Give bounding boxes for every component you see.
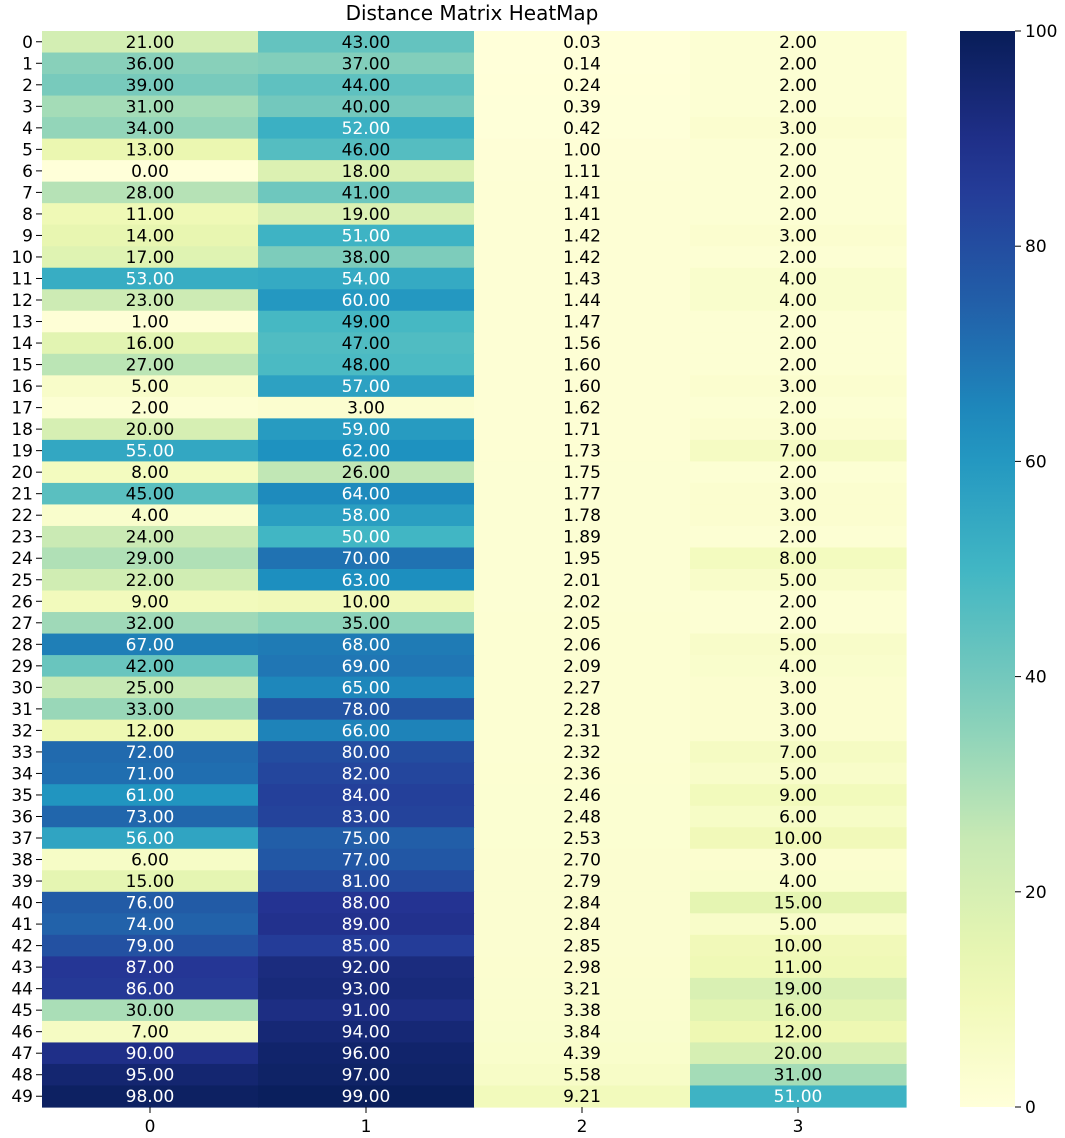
cell-label-r47-c3: 20.00: [773, 1044, 823, 1065]
cell-label-r32-c3: 3.00: [779, 721, 817, 742]
cell-label-r20-c0: 8.00: [131, 463, 169, 484]
cell-label-r31-c1: 78.00: [341, 699, 391, 720]
cell-label-r8-c0: 11.00: [125, 204, 175, 225]
y-tick-label-31: 31: [11, 699, 33, 720]
cell-label-r32-c2: 2.31: [563, 721, 601, 742]
cell-label-r43-c3: 11.00: [773, 958, 823, 979]
y-tick-label-48: 48: [11, 1065, 33, 1086]
cell-label-r17-c0: 2.00: [131, 398, 169, 419]
cell-label-r41-c2: 2.84: [563, 915, 601, 936]
x-tick-label-2: 2: [576, 1117, 588, 1137]
cell-label-r18-c0: 20.00: [125, 420, 175, 441]
cell-label-r37-c3: 10.00: [773, 829, 823, 849]
cell-label-r24-c3: 8.00: [779, 549, 817, 570]
cell-label-r33-c3: 7.00: [779, 742, 817, 763]
cell-label-r12-c1: 60.00: [341, 291, 391, 311]
y-tick-label-26: 26: [11, 592, 33, 613]
y-tick-label-15: 15: [11, 355, 33, 376]
cell-label-r14-c3: 2.00: [779, 334, 817, 355]
cell-label-r27-c1: 35.00: [341, 613, 391, 634]
chart-title: Distance Matrix HeatMap: [345, 1, 599, 25]
cell-label-r2-c3: 2.00: [779, 75, 817, 96]
cell-label-r11-c3: 4.00: [779, 269, 817, 290]
x-tick-label-1: 1: [360, 1117, 372, 1137]
cell-label-r46-c2: 3.84: [563, 1022, 601, 1043]
cell-label-r21-c0: 45.00: [125, 484, 175, 505]
y-tick-label-40: 40: [11, 893, 33, 914]
cell-label-r34-c0: 71.00: [125, 764, 175, 785]
cell-label-r32-c1: 66.00: [341, 721, 391, 742]
x-tick-label-3: 3: [792, 1117, 804, 1137]
y-tick-label-22: 22: [11, 506, 33, 527]
cell-label-r12-c3: 4.00: [779, 291, 817, 311]
y-tick-label-16: 16: [11, 377, 33, 398]
cell-label-r25-c3: 5.00: [779, 570, 817, 591]
cell-label-r38-c0: 6.00: [131, 850, 169, 871]
cell-label-r49-c1: 99.00: [341, 1087, 391, 1108]
y-tick-label-11: 11: [11, 269, 33, 290]
cell-label-r22-c0: 4.00: [131, 506, 169, 527]
cell-label-r37-c1: 75.00: [341, 829, 391, 849]
cell-label-r43-c0: 87.00: [125, 958, 175, 979]
y-tick-label-39: 39: [11, 872, 33, 893]
cell-label-r39-c0: 15.00: [125, 872, 175, 893]
y-tick-label-41: 41: [11, 915, 33, 936]
cell-label-r33-c1: 80.00: [341, 742, 391, 763]
cell-label-r1-c1: 37.00: [341, 54, 391, 75]
cell-label-r17-c2: 1.62: [563, 398, 601, 419]
colorbar-tick-label-3: 60: [1025, 452, 1047, 473]
cell-label-r3-c3: 2.00: [779, 97, 817, 118]
cell-label-r42-c1: 85.00: [341, 936, 391, 957]
cell-label-r48-c1: 97.00: [341, 1065, 391, 1086]
cell-label-r43-c2: 2.98: [563, 958, 601, 979]
cell-label-r34-c3: 5.00: [779, 764, 817, 785]
y-tick-label-19: 19: [11, 441, 33, 462]
cell-label-r39-c3: 4.00: [779, 872, 817, 893]
cell-label-r5-c3: 2.00: [779, 140, 817, 161]
cell-label-r44-c3: 19.00: [773, 979, 823, 1000]
y-tick-label-13: 13: [11, 312, 33, 333]
y-tick-label-21: 21: [11, 484, 33, 505]
y-tick-label-37: 37: [11, 829, 33, 849]
cell-label-r47-c0: 90.00: [125, 1044, 175, 1065]
cell-label-r40-c0: 76.00: [125, 893, 175, 914]
cell-label-r45-c2: 3.38: [563, 1001, 601, 1022]
cell-label-r9-c0: 14.00: [125, 226, 175, 247]
x-axis: [145, 1107, 804, 1137]
cell-label-r14-c1: 47.00: [341, 334, 391, 355]
cell-label-r43-c1: 92.00: [341, 958, 391, 979]
cell-label-r28-c1: 68.00: [341, 635, 391, 656]
y-tick-label-17: 17: [11, 398, 33, 419]
cell-label-r21-c2: 1.77: [563, 484, 601, 505]
cell-label-r11-c0: 53.00: [125, 269, 175, 290]
cell-label-r44-c2: 3.21: [563, 979, 601, 1000]
cell-label-r20-c3: 2.00: [779, 463, 817, 484]
cell-label-r10-c1: 38.00: [341, 247, 391, 268]
cell-label-r22-c3: 3.00: [779, 506, 817, 527]
cell-label-r18-c2: 1.71: [563, 420, 601, 441]
cell-label-r13-c0: 1.00: [131, 312, 169, 333]
cell-label-r30-c2: 2.27: [563, 678, 601, 699]
cell-label-r30-c1: 65.00: [341, 678, 391, 699]
cell-label-r47-c2: 4.39: [563, 1044, 601, 1065]
y-tick-label-14: 14: [11, 334, 33, 355]
cell-label-r23-c2: 1.89: [563, 527, 601, 548]
cell-label-r36-c0: 73.00: [125, 807, 175, 828]
cell-label-r16-c2: 1.60: [563, 377, 601, 398]
y-tick-label-27: 27: [11, 613, 33, 634]
cell-label-r31-c0: 33.00: [125, 699, 175, 720]
cell-label-r19-c3: 7.00: [779, 441, 817, 462]
cell-label-r40-c1: 88.00: [341, 893, 391, 914]
y-tick-label-12: 12: [11, 291, 33, 311]
cell-label-r42-c3: 10.00: [773, 936, 823, 957]
colorbar-tick-label-5: 100: [1025, 22, 1058, 42]
colorbar: [960, 22, 1057, 1118]
colorbar-tick-label-1: 20: [1025, 882, 1047, 903]
cell-label-r12-c0: 23.00: [125, 291, 175, 311]
cell-label-r21-c3: 3.00: [779, 484, 817, 505]
cell-label-r28-c0: 67.00: [125, 635, 175, 656]
cell-label-r35-c2: 2.46: [563, 785, 601, 806]
cell-label-r6-c1: 18.00: [341, 161, 391, 182]
cell-label-r19-c0: 55.00: [125, 441, 175, 462]
cell-label-r27-c0: 32.00: [125, 613, 175, 634]
y-tick-label-7: 7: [22, 183, 33, 204]
y-tick-label-32: 32: [11, 721, 33, 742]
cell-label-r46-c1: 94.00: [341, 1022, 391, 1043]
colorbar-gradient: [960, 31, 1015, 1107]
cell-label-r47-c1: 96.00: [341, 1044, 391, 1065]
colorbar-tick-label-4: 80: [1025, 237, 1047, 258]
cell-label-r26-c1: 10.00: [341, 592, 391, 613]
cell-label-r25-c1: 63.00: [341, 570, 391, 591]
cell-label-r15-c3: 2.00: [779, 355, 817, 376]
cell-label-r2-c2: 0.24: [563, 75, 601, 96]
cell-label-r26-c3: 2.00: [779, 592, 817, 613]
cell-label-r3-c0: 31.00: [125, 97, 175, 118]
cell-label-r10-c0: 17.00: [125, 247, 175, 268]
cell-label-r45-c1: 91.00: [341, 1001, 391, 1022]
cell-label-r28-c2: 2.06: [563, 635, 601, 656]
colorbar-tick-label-0: 0: [1025, 1098, 1036, 1118]
cell-label-r15-c0: 27.00: [125, 355, 175, 376]
cell-label-r20-c1: 26.00: [341, 463, 391, 484]
cell-label-r5-c2: 1.00: [563, 140, 601, 161]
cell-label-r40-c2: 2.84: [563, 893, 601, 914]
y-tick-label-8: 8: [22, 204, 33, 225]
cell-label-r41-c1: 89.00: [341, 915, 391, 936]
y-tick-label-4: 4: [22, 118, 33, 139]
cell-label-r4-c1: 52.00: [341, 118, 391, 139]
y-tick-label-0: 0: [22, 32, 33, 53]
cell-label-r3-c1: 40.00: [341, 97, 391, 118]
cell-label-r7-c1: 41.00: [341, 183, 391, 204]
cell-label-r26-c2: 2.02: [563, 592, 601, 613]
cell-label-r40-c3: 15.00: [773, 893, 823, 914]
cell-label-r19-c2: 1.73: [563, 441, 601, 462]
cell-label-r11-c1: 54.00: [341, 269, 391, 290]
cell-label-r35-c0: 61.00: [125, 785, 175, 806]
cell-label-r29-c0: 42.00: [125, 656, 175, 677]
y-tick-label-10: 10: [11, 247, 33, 268]
y-tick-label-18: 18: [11, 420, 33, 441]
cell-label-r23-c3: 2.00: [779, 527, 817, 548]
cell-label-r49-c0: 98.00: [125, 1087, 175, 1108]
y-tick-label-35: 35: [11, 785, 33, 806]
cell-label-r7-c3: 2.00: [779, 183, 817, 204]
cell-label-r15-c2: 1.60: [563, 355, 601, 376]
y-tick-label-47: 47: [11, 1044, 33, 1065]
cell-label-r39-c1: 81.00: [341, 872, 391, 893]
cell-label-r3-c2: 0.39: [563, 97, 601, 118]
cell-label-r31-c2: 2.28: [563, 699, 601, 720]
cell-label-r4-c2: 0.42: [563, 118, 601, 139]
cell-label-r24-c2: 1.95: [563, 549, 601, 570]
cell-label-r0-c2: 0.03: [563, 32, 601, 53]
y-tick-label-25: 25: [11, 570, 33, 591]
cell-label-r25-c0: 22.00: [125, 570, 175, 591]
cell-label-r28-c3: 5.00: [779, 635, 817, 656]
cell-label-r30-c3: 3.00: [779, 678, 817, 699]
cell-label-r1-c2: 0.14: [563, 54, 601, 75]
cell-label-r26-c0: 9.00: [131, 592, 169, 613]
cell-label-r29-c1: 69.00: [341, 656, 391, 677]
cell-label-r38-c3: 3.00: [779, 850, 817, 871]
cell-label-r13-c3: 2.00: [779, 312, 817, 333]
y-tick-label-38: 38: [11, 850, 33, 871]
y-tick-label-5: 5: [22, 140, 33, 161]
cell-label-r38-c1: 77.00: [341, 850, 391, 871]
y-tick-label-45: 45: [11, 1001, 33, 1022]
cell-label-r36-c2: 2.48: [563, 807, 601, 828]
cell-label-r10-c2: 1.42: [563, 247, 601, 268]
y-tick-label-34: 34: [11, 764, 33, 785]
cell-label-r6-c3: 2.00: [779, 161, 817, 182]
cell-label-r41-c3: 5.00: [779, 915, 817, 936]
y-tick-label-42: 42: [11, 936, 33, 957]
cell-label-r18-c1: 59.00: [341, 420, 391, 441]
cell-label-r17-c1: 3.00: [347, 398, 385, 419]
cell-label-r13-c2: 1.47: [563, 312, 601, 333]
y-tick-label-24: 24: [11, 549, 33, 570]
cell-label-r4-c3: 3.00: [779, 118, 817, 139]
y-tick-label-2: 2: [22, 75, 33, 96]
cell-label-r21-c1: 64.00: [341, 484, 391, 505]
cell-label-r7-c0: 28.00: [125, 183, 175, 204]
cell-label-r8-c1: 19.00: [341, 204, 391, 225]
cell-label-r24-c0: 29.00: [125, 549, 175, 570]
cell-label-r49-c3: 51.00: [773, 1087, 823, 1108]
cell-label-r9-c1: 51.00: [341, 226, 391, 247]
cell-label-r46-c3: 12.00: [773, 1022, 823, 1043]
cell-label-r35-c1: 84.00: [341, 785, 391, 806]
y-tick-label-29: 29: [11, 656, 33, 677]
cell-label-r22-c1: 58.00: [341, 506, 391, 527]
cell-label-r11-c2: 1.43: [563, 269, 601, 290]
cell-label-r48-c3: 31.00: [773, 1065, 823, 1086]
cell-label-r33-c0: 72.00: [125, 742, 175, 763]
cell-label-r27-c3: 2.00: [779, 613, 817, 634]
cell-label-r41-c0: 74.00: [125, 915, 175, 936]
y-tick-label-33: 33: [11, 742, 33, 763]
cell-label-r35-c3: 9.00: [779, 785, 817, 806]
cell-label-r14-c2: 1.56: [563, 334, 601, 355]
cell-label-r17-c3: 2.00: [779, 398, 817, 419]
y-tick-label-36: 36: [11, 807, 33, 828]
cell-label-r2-c0: 39.00: [125, 75, 175, 96]
cell-label-r29-c3: 4.00: [779, 656, 817, 677]
cell-label-r15-c1: 48.00: [341, 355, 391, 376]
cell-label-r30-c0: 25.00: [125, 678, 175, 699]
cell-label-r44-c1: 93.00: [341, 979, 391, 1000]
cell-label-r49-c2: 9.21: [563, 1087, 601, 1108]
cell-label-r24-c1: 70.00: [341, 549, 391, 570]
y-tick-label-46: 46: [11, 1022, 33, 1043]
y-tick-label-3: 3: [22, 97, 33, 118]
cell-label-r0-c0: 21.00: [125, 32, 175, 53]
cell-label-r0-c3: 2.00: [779, 32, 817, 53]
cell-label-r39-c2: 2.79: [563, 872, 601, 893]
y-tick-label-1: 1: [22, 54, 33, 75]
cell-label-r44-c0: 86.00: [125, 979, 175, 1000]
cell-label-r36-c1: 83.00: [341, 807, 391, 828]
cell-label-r38-c2: 2.70: [563, 850, 601, 871]
cell-label-r1-c3: 2.00: [779, 54, 817, 75]
y-tick-label-30: 30: [11, 678, 33, 699]
cell-label-r34-c1: 82.00: [341, 764, 391, 785]
y-axis: [11, 33, 42, 1107]
cell-label-r45-c0: 30.00: [125, 1001, 175, 1022]
cell-label-r5-c0: 13.00: [125, 140, 175, 161]
cell-label-r20-c2: 1.75: [563, 463, 601, 484]
cell-label-r8-c3: 2.00: [779, 204, 817, 225]
cell-label-r37-c0: 56.00: [125, 829, 175, 849]
cell-label-r18-c3: 3.00: [779, 420, 817, 441]
cell-label-r10-c3: 2.00: [779, 247, 817, 268]
cell-label-r23-c0: 24.00: [125, 527, 175, 548]
cell-label-r42-c2: 2.85: [563, 936, 601, 957]
y-tick-label-9: 9: [22, 226, 33, 247]
cell-label-r16-c1: 57.00: [341, 377, 391, 398]
cell-label-r25-c2: 2.01: [563, 570, 601, 591]
cell-label-r13-c1: 49.00: [341, 312, 391, 333]
y-tick-label-49: 49: [11, 1087, 33, 1108]
cell-label-r29-c2: 2.09: [563, 656, 601, 677]
cell-label-r12-c2: 1.44: [563, 291, 601, 311]
cell-label-r6-c2: 1.11: [563, 161, 601, 182]
cell-label-r34-c2: 2.36: [563, 764, 601, 785]
colorbar-tick-label-2: 40: [1025, 667, 1047, 688]
cell-label-r1-c0: 36.00: [125, 54, 175, 75]
cell-label-r7-c2: 1.41: [563, 183, 601, 204]
cell-label-r36-c3: 6.00: [779, 807, 817, 828]
cell-label-r16-c3: 3.00: [779, 377, 817, 398]
y-tick-label-6: 6: [22, 161, 33, 182]
cell-label-r8-c2: 1.41: [563, 204, 601, 225]
cell-label-r33-c2: 2.32: [563, 742, 601, 763]
y-tick-label-20: 20: [11, 463, 33, 484]
cell-label-r37-c2: 2.53: [563, 829, 601, 849]
y-tick-label-44: 44: [11, 979, 33, 1000]
cell-label-r5-c1: 46.00: [341, 140, 391, 161]
y-tick-label-23: 23: [11, 527, 33, 548]
cell-label-r31-c3: 3.00: [779, 699, 817, 720]
cell-label-r27-c2: 2.05: [563, 613, 601, 634]
cell-label-r42-c0: 79.00: [125, 936, 175, 957]
cell-label-r23-c1: 50.00: [341, 527, 391, 548]
cell-label-r6-c0: 0.00: [131, 161, 169, 182]
cell-label-r48-c2: 5.58: [563, 1065, 601, 1086]
y-tick-label-28: 28: [11, 635, 33, 656]
cell-label-r46-c0: 7.00: [131, 1022, 169, 1043]
cell-label-r2-c1: 44.00: [341, 75, 391, 96]
cell-label-r4-c0: 34.00: [125, 118, 175, 139]
cell-label-r0-c1: 43.00: [341, 32, 391, 53]
cell-label-r16-c0: 5.00: [131, 377, 169, 398]
cell-label-r19-c1: 62.00: [341, 441, 391, 462]
cell-label-r45-c3: 16.00: [773, 1001, 823, 1022]
y-tick-label-43: 43: [11, 958, 33, 979]
cell-label-r14-c0: 16.00: [125, 334, 175, 355]
cell-label-r32-c0: 12.00: [125, 721, 175, 742]
cell-label-r48-c0: 95.00: [125, 1065, 175, 1086]
x-tick-label-0: 0: [144, 1117, 156, 1137]
cell-label-r9-c2: 1.42: [563, 226, 601, 247]
cell-label-r22-c2: 1.78: [563, 506, 601, 527]
cell-label-r9-c3: 3.00: [779, 226, 817, 247]
